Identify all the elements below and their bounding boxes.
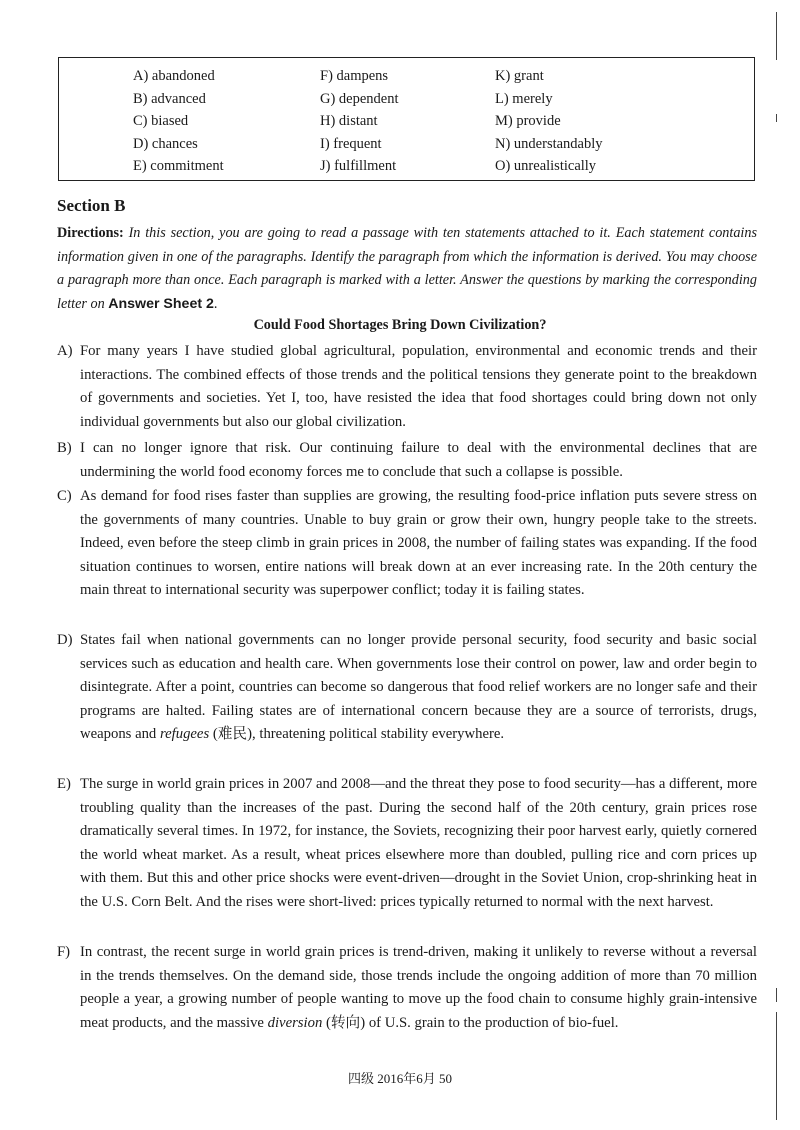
paragraph-text-part: In contrast, the recent surge in world grain prices is trend-driven, making it unlikely to reverse without a reversal in the trends themselves. On the demand side, those trends include the ongoing addition of more than 70 million people a year, a growing number of people wanting to move up the food chain to consume highly grain-intensive meat products, and the massive — [80, 944, 757, 1031]
section-title: Section B — [57, 196, 126, 215]
scan-edge-mark — [776, 12, 777, 60]
word-option: L) merely — [495, 90, 553, 107]
paragraph-text — [80, 941, 757, 1035]
term-gloss: (转向) — [322, 1014, 369, 1031]
paragraph-c — [57, 485, 757, 603]
word-option: A) abandoned — [133, 68, 215, 84]
word-option: G) dependent — [320, 90, 399, 107]
paragraph-text-part: States fail when national governments can no longer provide personal security, food security and basic social services such as education and health care. When governments lose their control on power, law and order begin to disintegrate. After a point, countries can become so dangerous that food relief workers are no longer safe and their programs are halted. Failing states are of international concern because they are a source of terrorists, drugs, weapons and — [80, 632, 757, 743]
word-option: K) grant — [495, 68, 544, 84]
directions — [57, 222, 757, 316]
directions-label: Directions: — [57, 225, 124, 241]
word-bank-column-3 — [495, 65, 603, 178]
word-option: C) biased — [133, 113, 189, 130]
word-option: D) chances — [133, 135, 198, 152]
paragraph-text: For many years I have studied global agricultural, population, environmental and economic trends and their interactions. The combined effects of those trends and the political tensions they generate point to the breakdown of governments and societies. Yet I, too, have resisted the idea that food shortages could bring down not only individual governments but also our global civilization. — [80, 343, 757, 430]
answer-sheet-label: Answer Sheet 2 — [108, 295, 214, 312]
scan-edge-mark — [776, 988, 777, 1002]
word-option: N) understandably — [495, 135, 603, 152]
paragraph-text-part: of U.S. grain to the production of bio-fuel. — [368, 1014, 619, 1031]
paragraph-label: D) — [57, 632, 73, 648]
word-option: F) dampens — [320, 68, 389, 84]
word-option: B) advanced — [133, 90, 206, 107]
word-option: J) fulfillment — [320, 158, 397, 175]
paragraph-label: B) — [57, 440, 72, 456]
paragraph-e — [57, 773, 757, 915]
paragraph-b — [57, 437, 757, 484]
paragraph-label: F) — [57, 944, 71, 960]
paragraph-label: C) — [57, 488, 72, 504]
paragraph-text: I can no longer ignore that risk. Our continuing failure to deal with the environmental declines that are undermining the world food economy forces me to conclude that such a collapse is possible. — [80, 440, 757, 480]
scan-edge-mark — [776, 114, 777, 122]
term-gloss: (难民), — [209, 726, 260, 743]
paragraph-d — [57, 629, 757, 747]
page-footer: 四级 2016年6月 50 — [347, 1071, 452, 1086]
paragraph-label: A) — [57, 343, 73, 359]
word-bank-box — [58, 57, 755, 181]
word-bank-column-2 — [320, 65, 399, 178]
word-option: H) distant — [320, 113, 378, 130]
glossed-term: diversion — [267, 1014, 323, 1031]
word-option: M) provide — [495, 113, 561, 130]
scan-edge-mark — [776, 1012, 777, 1120]
passage-title: Could Food Shortages Bring Down Civilization? — [253, 317, 547, 333]
word-option: E) commitment — [133, 158, 224, 175]
paragraph-text: As demand for food rises faster than supplies are growing, the resulting food-price inflation puts severe stress on the governments of many countries. Unable to buy grain or grow their own, hungry people take to the streets. Indeed, even before the steep climb in grain prices in 2008, the number of failing states was expanding. If the food situation continues to worsen, entire nations will break down at an ever increasing rate. In the 20th century the main threat to international security was superpower conflict; today it is failing states. — [80, 488, 757, 599]
word-bank-column-1 — [133, 65, 224, 178]
paragraph-f — [57, 941, 757, 1035]
paragraph-label: E) — [57, 776, 71, 792]
word-option: O) unrealistically — [495, 158, 597, 175]
paragraph-text: The surge in world grain prices in 2007 and 2008—and the threat they pose to food security—has a different, more troubling quality than the increases of the past. During the second half of the 20th century, grain prices rose dramatically several times. In 1972, for instance, the Soviets, recognizing their poor harvest early, quietly cornered the world wheat market. As a result, wheat prices elsewhere more than doubled, pulling rice and corn prices up with them. But this and other price shocks were event-driven—drought in the Soviet Union, crop-shrinking heat in the U.S. Corn Belt. And the rises were short-lived: prices typically returned to normal with the next harvest. — [80, 776, 757, 910]
paragraph-a — [57, 340, 757, 434]
directions-text: In this section, you are going to read a passage with ten statements attached to it. Each statement contains information given in one of the paragraphs. Identify the paragraph from which the information is derived. You may choose a paragraph more than once. Each paragraph is marked with a letter. Answer the questions by marking the corresponding letter on — [57, 225, 757, 312]
directions-end: . — [213, 295, 218, 312]
paragraph-text — [80, 629, 757, 747]
word-option: I) frequent — [320, 135, 382, 152]
glossed-term: refugees — [159, 726, 210, 743]
paragraph-text-part: threatening political stability everywhere. — [259, 726, 505, 743]
